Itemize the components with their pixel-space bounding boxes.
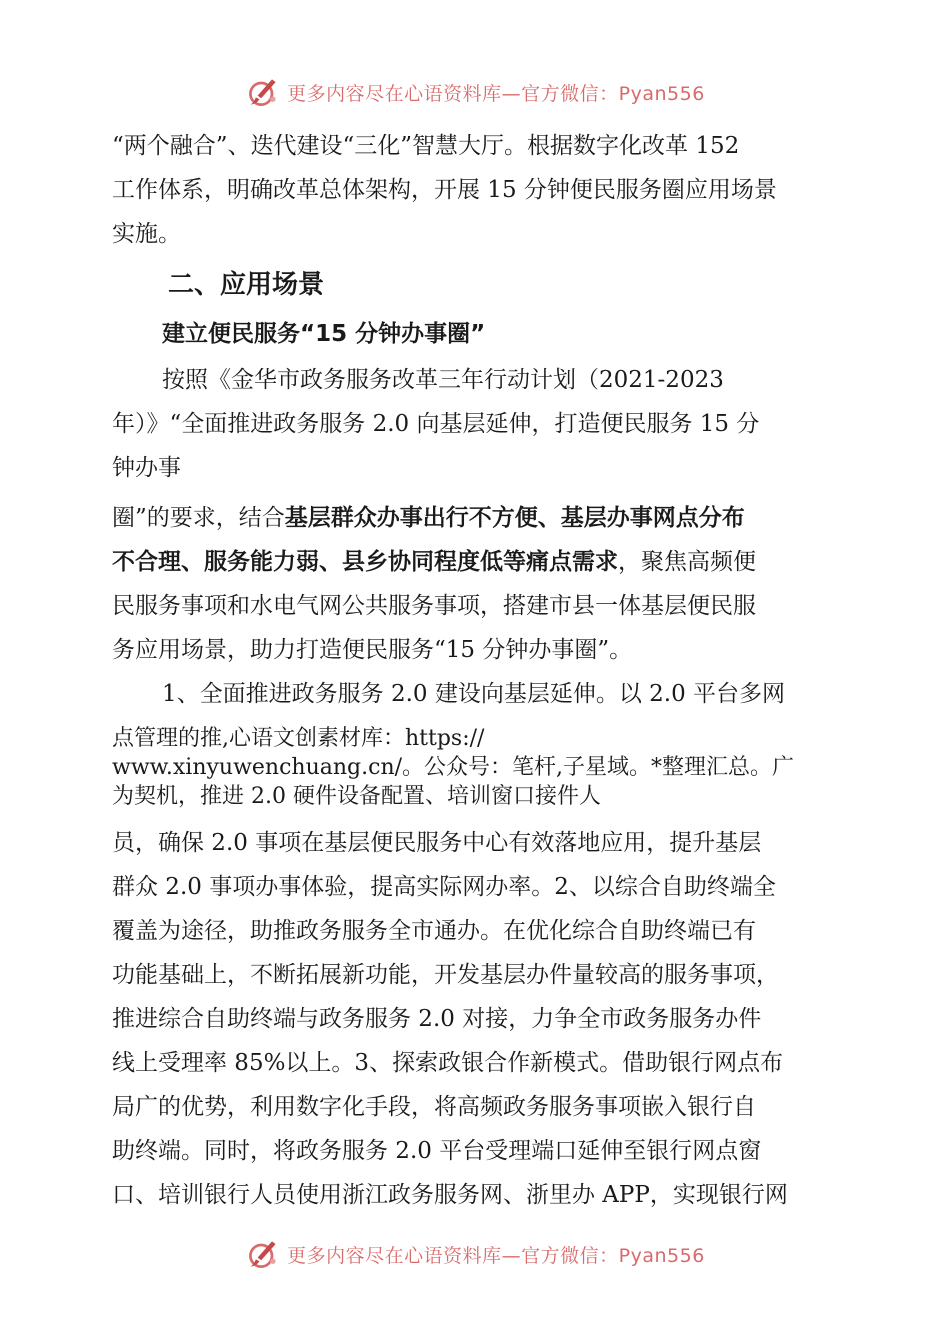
bold-text-segment: 基层群众办事出行不方便、基层办事网点分布 [284, 505, 745, 531]
paragraph-line [112, 496, 872, 540]
paragraph-line: 推进综合自助终端与政务服务 2.0 对接，力争全市政务服务办件 [112, 1006, 762, 1032]
bold-text-segment: 不合理、服务能力弱、县乡协同程度低等痛点需求 [112, 549, 618, 575]
text-segment: ，聚焦高频便 [618, 549, 756, 575]
brush-logo-icon [245, 1236, 281, 1272]
brush-logo-icon [245, 74, 281, 110]
banner-text: 更多内容尽在心语资料库—官方微信：Pyan556 [287, 82, 705, 105]
paragraph-line: 局广的优势，利用数字化手段，将高频政务服务事项嵌入银行自 [112, 1094, 756, 1120]
paragraph-line: “两个融合”、迭代建设“三化”智慧大厅。根据数字化改革 152 [112, 133, 740, 159]
paragraph-line: 线上受理率 85%以上。3、探索政银合作新模式。借助银行网点布 [112, 1050, 784, 1076]
banner-inner [245, 1236, 705, 1272]
paragraph-line: 年）》“全面推进政务服务 2.0 向基层延伸，打造便民服务 15 分 [112, 411, 760, 437]
paragraph-line: 覆盖为途径，助推政务服务全市通办。在优化综合自助终端已有 [112, 918, 756, 944]
header-banner [0, 72, 950, 112]
section-heading: 二、应用场景 [168, 270, 325, 300]
paragraph-line: 务应用场景，助力打造便民服务“15 分钟办事圈”。 [112, 637, 633, 663]
paragraph-line [112, 540, 872, 584]
paragraph-line: 员，确保 2.0 事项在基层便民服务中心有效落地应用，提升基层 [112, 830, 762, 856]
paragraph-line: 1、全面推进政务服务 2.0 建设向基层延伸。以 2.0 平台多网 [162, 681, 786, 707]
subsection-heading: 建立便民服务“15 分钟办事圈” [162, 321, 486, 347]
footer-banner [0, 1234, 950, 1274]
paragraph-line: 钟办事 [112, 455, 181, 481]
paragraph-line: 实施。 [112, 221, 181, 247]
paragraph-line: 助终端。同时，将政务服务 2.0 平台受理端口延伸至银行网点窗 [112, 1138, 762, 1164]
text-segment: 圈”的要求，结合 [112, 505, 285, 531]
paragraph-line: 工作体系，明确改革总体架构，开展 15 分钟便民服务圈应用场景 [112, 177, 777, 203]
paragraph-line: 为契机，推进 2.0 硬件设备配置、培训窗口接件人 [112, 784, 601, 809]
paragraph-line: 民服务事项和水电气网公共服务事项，搭建市县一体基层便民服 [112, 593, 756, 619]
paragraph-line: 群众 2.0 事项办事体验，提高实际网办率。2、以综合自助终端全 [112, 874, 776, 900]
document-body [112, 124, 872, 1217]
paragraph-line: 按照《金华市政务服务改革三年行动计划（2021-2023 [162, 367, 724, 393]
banner-inner [245, 74, 705, 110]
paragraph-line: 点管理的推,心语文创素材库：https:// [112, 726, 485, 751]
paragraph-line: 口、培训银行人员使用浙江政务服务网、浙里办 APP，实现银行网 [112, 1182, 788, 1208]
paragraph-line: 功能基础上，不断拓展新功能，开发基层办件量较高的服务事项， [112, 962, 779, 988]
banner-text: 更多内容尽在心语资料库—官方微信：Pyan556 [287, 1244, 705, 1267]
paragraph-line: www.xinyuwenchuang.cn/。公众号：笔杆,子星域。*整理汇总。广 [112, 755, 795, 780]
